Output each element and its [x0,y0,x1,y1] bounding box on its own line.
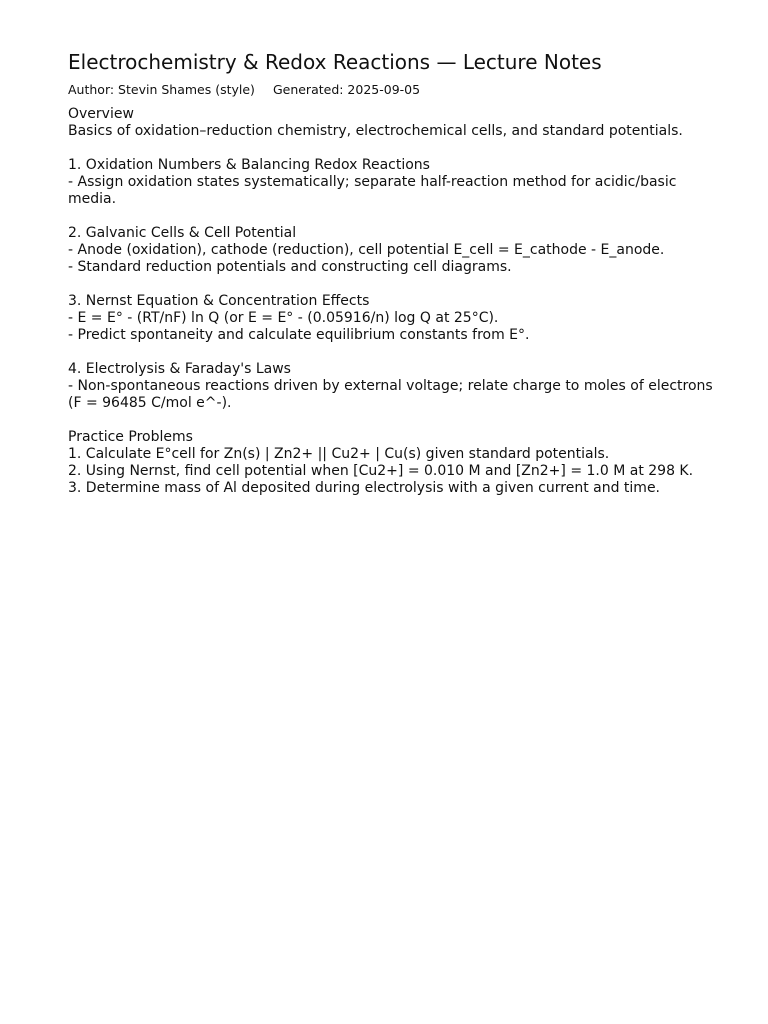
section-heading: 2. Galvanic Cells & Cell Potential [68,225,297,241]
document-meta [68,82,728,98]
practice-problems-section [68,429,728,497]
section-bullet: - Standard reduction potentials and constructing cell diagrams. [68,259,512,275]
section-electrolysis [68,361,728,412]
section-galvanic-cells [68,225,728,276]
practice-heading: Practice Problems [68,429,193,445]
author-line: Author: Stevin Shames (style) [68,82,255,97]
document-page [68,50,728,514]
overview-section [68,106,728,140]
generated-date: Generated: 2025-09-05 [272,82,421,97]
section-bullet: - Non-spontaneous reactions driven by external voltage; relate charge to moles of electrons (F = 96485 C/mol e^-). [68,378,713,411]
section-bullet: - Assign oxidation states systematically; separate half-reaction method for acidic/basic media. [68,174,677,207]
notes-content [68,106,728,497]
section-nernst-equation [68,293,728,344]
overview-heading: Overview [68,106,134,122]
practice-problem: 2. Using Nernst, find cell potential when [Cu2+] = 0.010 M and [Zn2+] = 1.0 M at 298 K. [68,463,694,479]
section-heading: 3. Nernst Equation & Concentration Effects [68,293,370,309]
section-oxidation-numbers [68,157,728,208]
section-bullet: - Predict spontaneity and calculate equilibrium constants from E°. [68,327,530,343]
practice-problem: 1. Calculate E°cell for Zn(s) | Zn2+ || Cu2+ | Cu(s) given standard potentials. [68,446,610,462]
section-heading: 4. Electrolysis & Faraday's Laws [68,361,291,377]
overview-text: Basics of oxidation–reduction chemistry, electrochemical cells, and standard potentials. [68,123,683,139]
page-title: Electrochemistry & Redox Reactions — Lecture Notes [68,50,602,74]
section-heading: 1. Oxidation Numbers & Balancing Redox Reactions [68,157,430,173]
section-bullet: - Anode (oxidation), cathode (reduction), cell potential E_cell = E_cathode - E_anode. [68,242,665,258]
practice-problem: 3. Determine mass of Al deposited during electrolysis with a given current and time. [68,480,661,496]
section-bullet: - E = E° - (RT/nF) ln Q (or E = E° - (0.05916/n) log Q at 25°C). [68,310,499,326]
